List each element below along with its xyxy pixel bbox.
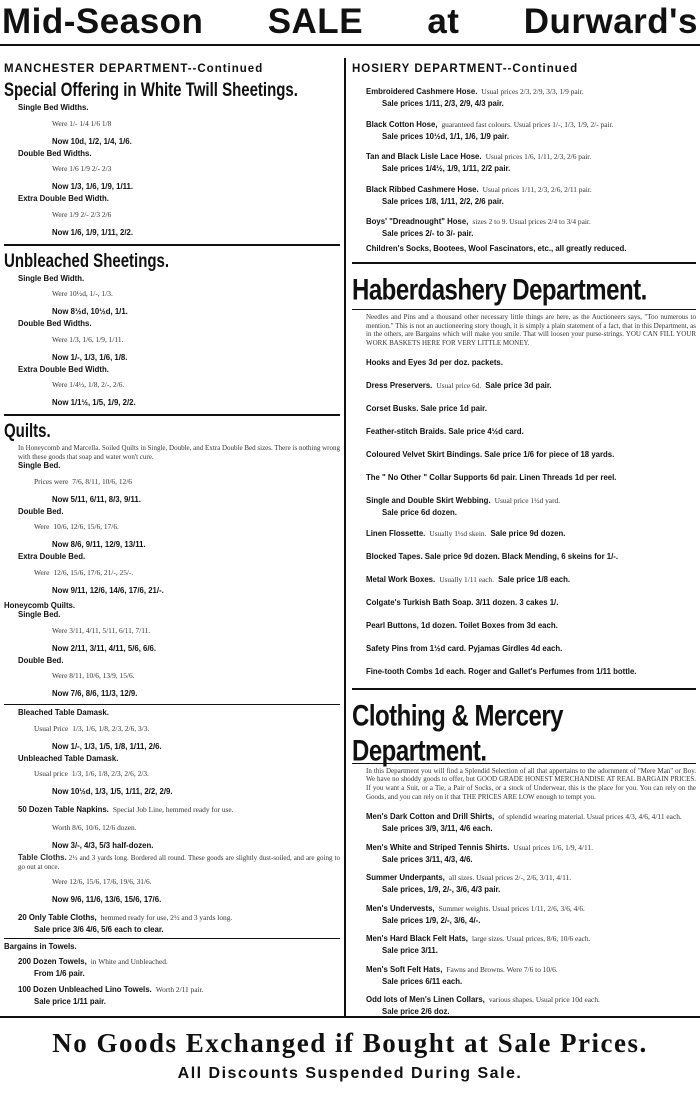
unbleached-item-name: Double Bed Widths. (18, 319, 92, 328)
hose-usual: Usual prices 1/6, 1/11, 2/3, 2/6 pair. (485, 152, 592, 161)
honeycomb-were (4, 620, 340, 638)
napkins-worth (4, 817, 340, 835)
column-divider (344, 58, 346, 1016)
twill-were (4, 113, 340, 131)
footer-line-1: No Goods Exchanged if Bought at Sale Prices. (52, 1028, 648, 1058)
cloth-name: Men's Dark Cotton and Drill Shirts, (366, 812, 495, 822)
quilt-were-label: Were (34, 567, 50, 577)
now-label: Now (52, 841, 71, 851)
haber-item (352, 352, 696, 370)
quilts-intro: In Honeycomb and Marcella. Soiled Quilts in Single, Double, and Extra Double Bed sizes. There is nothing wrong with these goods that soap and water won't cure. (18, 444, 340, 461)
spacer (352, 679, 696, 684)
now-label: Now (52, 227, 71, 237)
cloth-usual: of splendid wearing material. Usual prices 4/3, 4/6, 4/11 each. (498, 812, 682, 822)
now-label: Now (52, 398, 71, 407)
hose-usual: guaranteed fast colours. Usual prices 1/-, 1/3, 1/9, 2/- pair. (441, 119, 614, 129)
quilt-item-name: Double Bed. (18, 506, 64, 516)
divider (4, 414, 340, 416)
were-label: Were (52, 334, 70, 344)
header-word-2: SALE (267, 2, 364, 41)
cloth-sale: Sale price 2/6 doz. (382, 1007, 450, 1017)
haber-item (352, 638, 696, 656)
unbleached_damask-usual-value: 1/3, 1/6, 1/8, 2/3, 2/6, 2/3. (71, 769, 149, 779)
hose-item (352, 114, 696, 132)
cloth-usual: large sizes. Usual prices, 8/6, 10/6 each. (471, 934, 591, 944)
hose-item (352, 81, 696, 99)
were-label: Were (52, 671, 70, 681)
worth-label: Worth (52, 823, 73, 833)
unbleached-title: Unbleached Sheetings. (4, 249, 170, 272)
footer-line-2: All Discounts Suspended During Sale. (177, 1065, 523, 1082)
were-label: Were (52, 380, 70, 389)
cloth-sale: Sale prices 1/9, 2/-, 3/6, 4/-. (382, 915, 481, 925)
towel-line (4, 979, 340, 997)
cloth-usual: Fawns and Browns. Were 7/6 to 10/6. (446, 964, 558, 974)
unbleached-were (4, 329, 340, 347)
header-word-1: Mid-Season (2, 2, 204, 41)
quilt-were-value: 12/6, 15/6, 17/6, 21/-, 25/-. (53, 567, 134, 577)
quilt-were-value: 10/6, 12/6, 15/6, 17/6. (53, 522, 119, 532)
haber-usual: Usual price 1½d yard. (494, 496, 561, 506)
twill-were-value: 1/- 1/4 1/6 1/8 (69, 118, 112, 128)
haber-usual: Usually 1½d skein. (429, 528, 487, 538)
haber-line: Fine-tooth Combs 1d each. Roger and Gallet's Perfumes from 1/11 bottle. (366, 666, 637, 676)
haber-line: Colgate's Turkish Bath Soap. 3/11 dozen. 3 cakes 1/. (366, 597, 559, 607)
were-label: Were (52, 289, 70, 298)
haber-item (352, 592, 696, 610)
haber-usual: Usually 1/11 each. (439, 574, 495, 584)
hosiery-cont-title: HOSIERY DEPARTMENT--Continued (352, 63, 579, 75)
towel-sale: From 1/6 pair. (34, 969, 85, 979)
haber-line: Hooks and Eyes 3d per doz. packets. (366, 358, 503, 368)
divider (4, 938, 340, 939)
twill-now-value: 1/3, 1/6, 1/9, 1/11. (70, 182, 134, 191)
cloths-line (4, 853, 340, 871)
haber-item (352, 375, 696, 393)
cloth-item (352, 989, 696, 1007)
cloth-item (352, 806, 696, 824)
quilt-now-value: 9/11, 12/6, 14/6, 17/6, 21/-. (70, 585, 164, 595)
divider (352, 309, 696, 310)
bleached_damask-name: Bleached Table Damask. (18, 708, 109, 718)
cloths-desc: 2½ and 3 yards long. Bordered all round. These goods are slightly dust-soiled, and are going to go out at once. (18, 854, 340, 871)
haber-item (352, 523, 696, 541)
quilts-title: Quilts. (4, 420, 51, 443)
page-header (0, 0, 700, 46)
were-label: Were (52, 209, 70, 219)
towel-name: 200 Dozen Towels, (18, 957, 87, 967)
cloth-usual: all sizes. Usual prices 2/-, 2/6, 3/11, 4/11. (448, 873, 572, 883)
hose-sale: Sale prices 2/- to 3/- pair. (382, 229, 474, 238)
hose-usual: Usual prices 1/11, 2/3, 2/6, 2/11 pair. (482, 184, 592, 194)
twill-item-name: Extra Double Bed Width. (18, 194, 109, 203)
cloth-item (352, 928, 696, 946)
hose-item (352, 179, 696, 197)
haber-line: Corset Busks. Sale price 1d pair. (366, 404, 487, 414)
cloth-name: Odd lots of Men's Linen Collars, (366, 995, 485, 1005)
haber-item (352, 467, 696, 485)
cloth-name: Men's Hard Black Felt Hats, (366, 934, 468, 944)
cloth-name: Summer Underpants, (366, 873, 445, 883)
haber-line: Pearl Buttons, 1d dozen. Toilet Boxes from 3d each. (366, 620, 558, 630)
honeycomb-now (4, 638, 340, 656)
cloth-item (352, 959, 696, 977)
hose-usual: Usual prices 2/3, 2/9, 3/3, 1/9 pair. (481, 87, 584, 96)
honeycomb-now-value: 2/11, 3/11, 4/11, 5/6, 6/6. (70, 643, 157, 653)
twill-item-name: Single Bed Widths. (18, 103, 89, 112)
quilt-were (4, 516, 340, 534)
were-label: Were (52, 877, 70, 887)
towel-line (4, 951, 340, 969)
now-label: Now (52, 540, 71, 550)
cloth-usual: various shapes. Usual price 10d each. (488, 995, 600, 1005)
bleached_damask-usual-label: Usual Price (34, 723, 69, 733)
children-line: Children's Socks, Bootees, Wool Fascinators, etc., all greatly reduced. (366, 243, 627, 253)
haber-line: Feather-stitch Braids. Sale price 4½d card. (366, 427, 524, 437)
twill-were-value: 1/9 2/- 2/3 2/6 (69, 209, 112, 219)
spacer (352, 253, 696, 258)
cloth-name: Men's White and Striped Tennis Shirts. (366, 842, 510, 852)
twill-now (4, 176, 340, 194)
haber-item (352, 398, 696, 416)
cloth-name: Men's Undervests, (366, 903, 435, 913)
only-cloths-sale: Sale price 3/6 4/6, 5/6 each to clear. (34, 925, 164, 935)
twill-title: Special Offering in White Twill Sheetings. (4, 79, 298, 102)
now-label: Now (52, 307, 71, 316)
bargains-title: Bargains in Towels. (4, 941, 77, 951)
haber-sub: Sale price 6d dozen. (382, 508, 457, 518)
hose-item (352, 211, 696, 229)
hose-name: Black Ribbed Cashmere Hose. (366, 184, 479, 194)
haber-item (352, 444, 696, 462)
haber-intro: Needles and Pins and a thousand other necessary little things are here, as the Auctioneers says, "Too numerous to mention." This is not an auctioneering story though, it is simply a plain statement of a fact, that in this Department, as in the others, are Bargains which will make you smile. That will loosen your purse-strings. YOU CAN FILL YOUR WORK BASKETS HERE FOR VERY LITTLE MONEY. (366, 313, 696, 347)
unbleached-now-value: 1/1½, 1/5, 1/9, 2/2. (70, 398, 136, 407)
cloth-item (352, 898, 696, 916)
unbleached-were-value: 1/3, 1/6, 1/9, 1/11. (69, 334, 124, 344)
unbleached_damask-now-value: 10½d, 1/3, 1/5, 1/11, 2/2, 2/9. (70, 787, 173, 797)
haber-item (352, 569, 696, 587)
cloth-sale: Sale prices, 1/9, 2/-, 3/6, 4/3 pair. (382, 885, 501, 895)
haber-item (352, 661, 696, 679)
haber-line: Safety Pins from 1½d card. Pyjamas Girdles 4d each. (366, 643, 563, 653)
napkins-line (4, 799, 340, 817)
clothing-title: Clothing & Mercery Department. (352, 698, 564, 768)
quilt-now (4, 534, 340, 552)
now-label: Now (52, 643, 71, 653)
bleached_damask-now-value: 1/-, 1/3, 1/5, 1/8, 1/11, 2/6. (70, 741, 162, 751)
haber-item (352, 421, 696, 439)
haber-item (352, 546, 696, 564)
napkins-worth-value: 8/6, 10/6, 12/6 dozen. (72, 823, 137, 833)
divider (4, 244, 340, 246)
unbleached-were-value: 1/4½, 1/8, 2/-, 2/6. (69, 380, 125, 389)
now-label: Now (52, 182, 71, 191)
hose-name: Tan and Black Lisle Lace Hose. (366, 152, 482, 161)
haber-rest: Sale price 3d pair. (485, 381, 552, 391)
header-word-4: Durward's (523, 2, 698, 41)
cloth-item (352, 837, 696, 855)
unbleached-were (4, 283, 340, 301)
haber-rest: Sale price 9d dozen. (490, 528, 566, 538)
cloth-sale: Sale prices 6/11 each. (382, 976, 463, 986)
unbleached-were-value: 10½d, 1/-, 1/3. (69, 289, 113, 298)
now-label: Now (52, 895, 71, 905)
cloths-now (4, 889, 340, 907)
haberdashery-title: Haberdashery Department. (352, 273, 647, 307)
quilt-were (4, 562, 340, 580)
footer (0, 1022, 700, 1083)
haber-item (352, 615, 696, 633)
quilt-were-label: Were (34, 522, 50, 532)
napkins-now (4, 835, 340, 853)
cloths-were (4, 871, 340, 889)
were-label: Were (52, 118, 70, 128)
hose-usual: sizes 2 to 9. Usual prices 2/4 to 3/4 pair. (472, 217, 591, 226)
only-cloths-desc: hemmed ready for use, 2½ and 3 yards long. (100, 913, 233, 923)
misc-item (4, 1006, 340, 1010)
unbleached-now-value: 8½d, 10½d, 1/1. (70, 307, 128, 316)
quilt-were-value: 7/6, 8/11, 10/6, 12/6 (72, 476, 132, 486)
haber-item (352, 490, 696, 508)
haber-usual: Usual price 6d. (436, 381, 482, 391)
now-label: Now (52, 689, 71, 699)
haber-line: Coloured Velvet Skirt Bindings. Sale price 1/6 for piece of 18 yards. (366, 450, 615, 460)
unbleached-were (4, 374, 340, 392)
header-word-3: at (427, 2, 460, 41)
now-label: Now (52, 136, 71, 146)
twill-now-value: 10d, 1/2, 1/4, 1/6. (70, 136, 132, 146)
unbleached_damask-usual (4, 763, 340, 781)
unbleached_damask-usual-label: Usual price (34, 769, 68, 779)
hose-sale: Sale prices 1/4½, 1/9, 1/11, 2/2 pair. (382, 164, 511, 173)
quilt-were-label: Prices were (34, 476, 69, 486)
twill-were (4, 158, 340, 176)
haber-line: Single and Double Skirt Webbing. (366, 496, 491, 506)
napkins-name: 50 Dozen Table Napkins. (18, 805, 109, 815)
now-label: Now (52, 352, 71, 362)
towel-desc: in White and Unbleached. (90, 957, 168, 967)
footer-rule (0, 1016, 700, 1018)
quilt-item-name: Extra Double Bed. (18, 552, 86, 562)
bleached_damask-usual (4, 718, 340, 736)
napkins-desc: Special Job Line, hemmed ready for use. (112, 805, 234, 815)
honeycomb-item-name: Single Bed. (18, 610, 61, 620)
quilt-now (4, 580, 340, 598)
twill-were-value: 1/6 1/9 2/- 2/3 (69, 164, 112, 173)
unbleached-now-value: 1/-, 1/3, 1/6, 1/8. (70, 352, 128, 362)
cloths-were-value: 12/6, 15/6, 17/6, 19/6, 31/6. (69, 877, 152, 887)
haber-line: Metal Work Boxes. (366, 574, 436, 584)
honeycomb-were-value: 3/11, 4/11, 5/11, 6/11, 7/11. (69, 625, 151, 635)
haber-line: Linen Flossette. (366, 528, 426, 538)
honeycomb-were-value: 8/11, 10/6, 13/9, 15/6. (69, 671, 135, 681)
were-label: Were (52, 625, 70, 635)
hose-sale: Sale prices 1/8, 1/11, 2/2, 2/6 pair. (382, 196, 504, 206)
honeycomb-item-name: Double Bed. (18, 655, 64, 665)
cloth-item (352, 867, 696, 885)
now-label: Now (52, 494, 71, 504)
twill-were (4, 204, 340, 222)
quilt-now (4, 489, 340, 507)
twill-now-value: 1/6, 1/9, 1/11, 2/2. (70, 227, 134, 237)
twill-now (4, 131, 340, 149)
cloth-name: Men's Soft Felt Hats, (366, 964, 443, 974)
unbleached-item-name: Single Bed Width. (18, 273, 85, 283)
quilt-now-value: 8/6, 9/11, 12/9, 13/11. (70, 540, 146, 550)
haber-line: The " No Other " Collar Supports 6d pair. Linen Threads 1d per reel. (366, 473, 617, 483)
haber-line: Blocked Tapes. Sale price 9d dozen. Black Mending, 6 skeins for 1/-. (366, 551, 619, 561)
now-label: Now (52, 741, 71, 751)
hose-name: Embroidered Cashmere Hose. (366, 87, 478, 96)
quilt-now-value: 5/11, 6/11, 8/3, 9/11. (70, 494, 141, 504)
honeycomb-now-value: 7/6, 8/6, 11/3, 12/9. (70, 689, 138, 699)
divider (352, 688, 696, 690)
hose-name: Black Cotton Hose, (366, 119, 438, 129)
divider (352, 262, 696, 264)
cloth-sale: Sale price 3/11. (382, 946, 438, 956)
unbleached_damask-now (4, 781, 340, 799)
towel-name: 100 Dozen Unbleached Lino Towels. (18, 984, 152, 994)
cloth-sale: Sale prices 3/11, 4/3, 4/6. (382, 854, 473, 864)
cloth-usual: Summer weights. Usual prices 1/11, 2/6, 3/6, 4/6. (438, 903, 585, 913)
haber-rest: Sale price 1/8 each. (498, 574, 571, 584)
cloths-name: Table Cloths. (18, 853, 67, 863)
honeycomb-title: Honeycomb Quilts. (4, 600, 76, 610)
twill-item-name: Double Bed Widths. (18, 148, 92, 158)
quilt-item-name: Single Bed. (18, 461, 61, 471)
now-label: Now (52, 787, 71, 797)
bleached_damask-usual-value: 1/3, 1/6, 1/8, 2/3, 2/6, 3/3. (72, 723, 150, 733)
unbleached-now (4, 347, 340, 365)
were-label: Were (52, 164, 70, 173)
towel-desc: Worth 2/11 pair. (155, 984, 204, 994)
left-column (4, 62, 340, 1010)
unbleached-now (4, 301, 340, 319)
right-column (352, 62, 696, 1020)
bleached_damask-now (4, 736, 340, 754)
hose-sale: Sale prices 1/11, 2/3, 2/9, 4/3 pair. (382, 99, 504, 108)
towel-sale: Sale price 1/11 pair. (34, 996, 106, 1006)
quilt-were (4, 471, 340, 489)
honeycomb-were (4, 665, 340, 683)
hose-name: Boys' "Dreadnought" Hose, (366, 217, 469, 226)
only-cloths-name: 20 Only Table Cloths, (18, 913, 97, 923)
napkins-now-value: 3/-, 4/3, 5/3 half-dozen. (70, 841, 154, 851)
divider (4, 704, 340, 705)
haber-line: Dress Preservers. (366, 381, 433, 391)
manchester-dept-title: MANCHESTER DEPARTMENT--Continued (4, 63, 264, 75)
honeycomb-now (4, 683, 340, 701)
twill-now (4, 222, 340, 240)
only-cloths-line (4, 907, 340, 925)
cloth-sale: Sale prices 3/9, 3/11, 4/6 each. (382, 824, 493, 834)
clothing-intro: In this Department you will find a Splendid Selection of all that appertains to the adornment of "Mere Man" or Boy. We have no shoddy goods to offer, but GOOD GRADE HONEST MERCHANDISE AT REAL BARGAIN PRICES. If you want a Suit, or a Tie, a Pair of Socks, or a stock of Underwear, this is the place for you. You can rely on the Goods, and you can rely on it that THE PRICES ARE LOW enough to tempt you. (366, 766, 696, 801)
now-label: Now (52, 585, 71, 595)
unbleached-now (4, 392, 340, 410)
unbleached_damask-name: Unbleached Table Damask. (18, 753, 119, 763)
unbleached-item-name: Extra Double Bed Width. (18, 364, 109, 374)
hose-sale: Sale prices 10½d, 1/1, 1/6, 1/9 pair. (382, 131, 509, 141)
hose-item (352, 146, 696, 164)
cloths-now-value: 9/6, 11/6, 13/6, 15/6, 17/6. (70, 895, 162, 905)
cloth-usual: Usual prices 1/6, 1/9, 4/11. (513, 842, 593, 852)
